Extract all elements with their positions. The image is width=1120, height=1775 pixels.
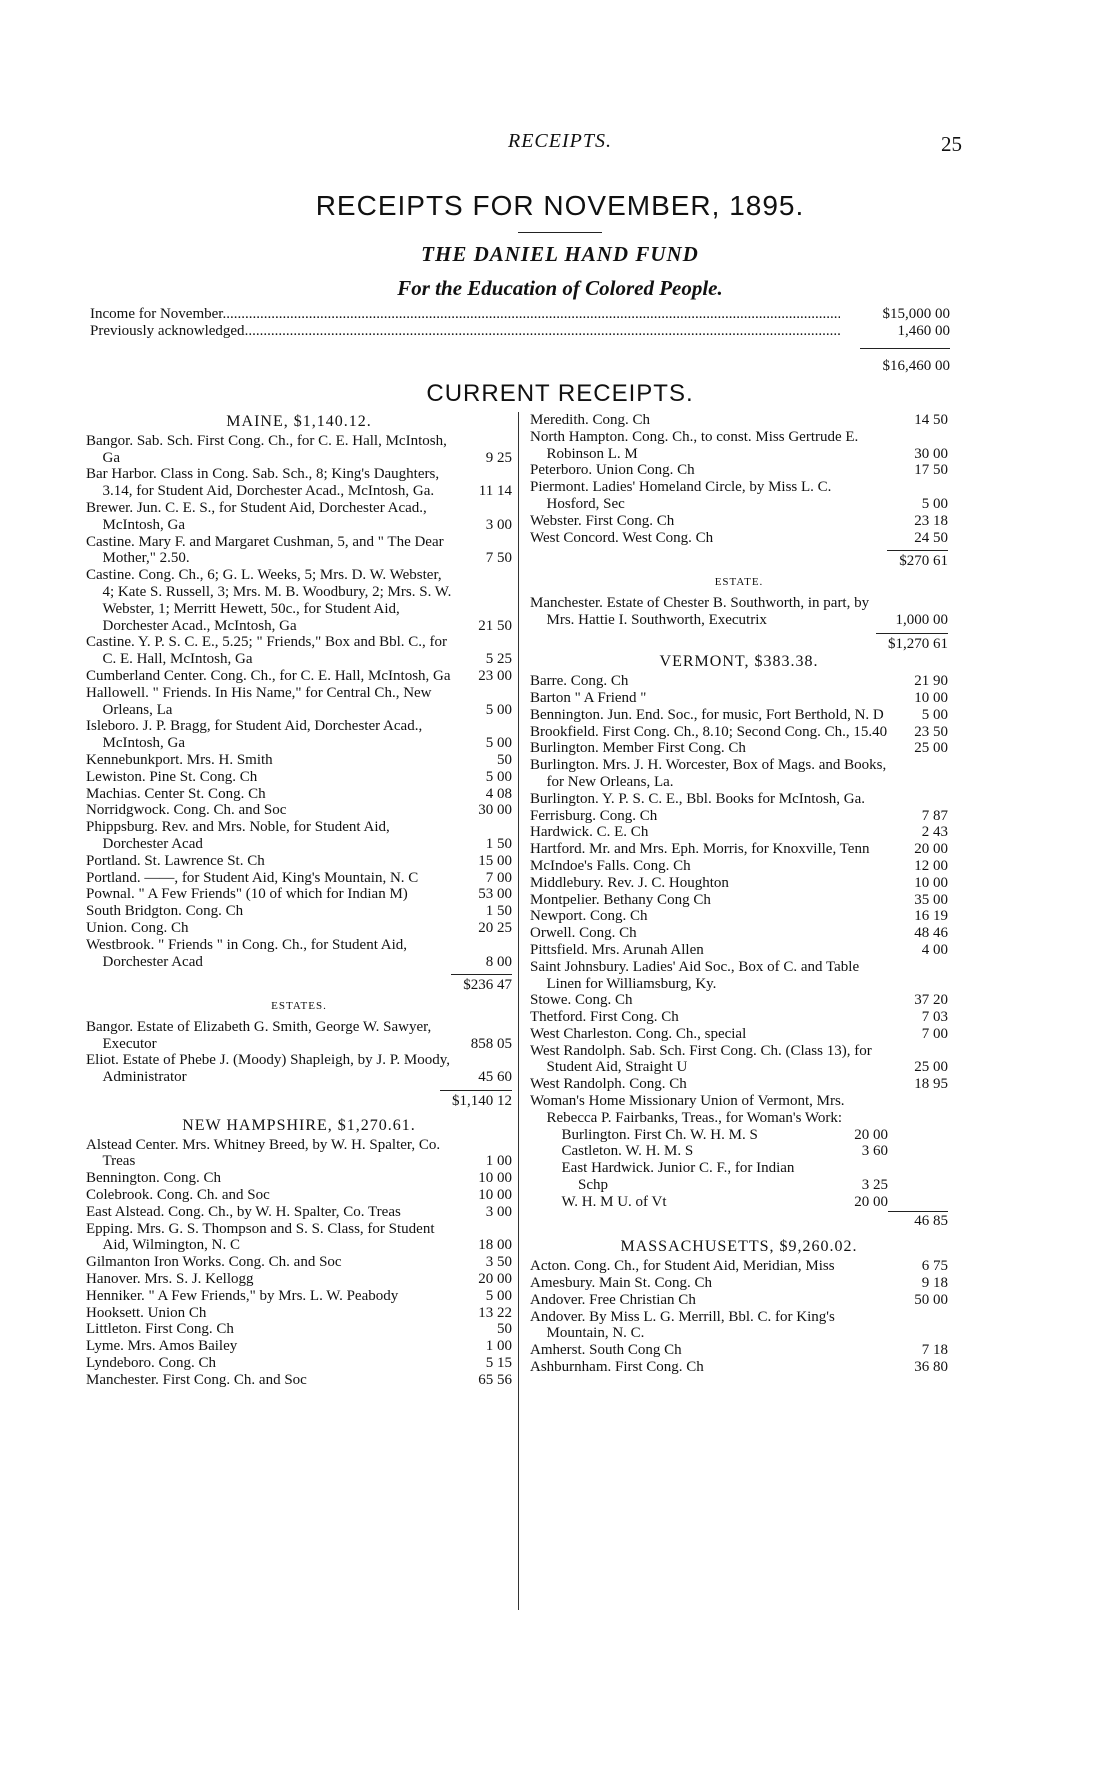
entry-amount: 25 00 [914,740,948,757]
receipt-entry [86,937,512,971]
entry-amount: 25 00 [914,1059,948,1076]
entry-amount: 18 95 [914,1076,948,1093]
entry-amount: 3 00 [485,516,512,533]
entry-text: West Concord. West Cong. Ch [530,529,714,546]
entry-amount: 23 18 [914,512,948,529]
fund-line-label: Previously acknowledged ..... [90,323,840,340]
entry-text: West Randolph. Cong. Ch [530,1076,687,1093]
entry-amount: 3 50 [485,1254,512,1271]
entry-text: Gilmanton Iron Works. Cong. Ch. and Soc [86,1254,342,1271]
entry-amount: 21 50 [478,617,512,634]
fund-total: $16,460 00 [882,358,950,374]
receipt-entry [86,1338,512,1355]
state-heading-massachusetts: MASSACHUSETTS, $9,260.02. [620,1238,858,1256]
entry-text: Kennebunkport. Mrs. H. Smith [86,751,273,768]
current-receipts-title: CURRENT RECEIPTS. [426,380,694,407]
entry-text: Castine. Cong. Ch., 6; G. L. Weeks, 5; Mrs. D. W. Webster, 4; Kate S. Russell, 3; Mrs. M. B. Woodbury, 2; Mrs. S. W. Webster, 1; Merritt Hewett, 50c., for Student Aid, Dorchester Acad., McIntosh, Ga [86,567,452,634]
receipt-entry [86,920,512,937]
entry-text: Middlebury. Rev. J. C. Houghton [530,874,729,891]
entry-text: Newport. Cong. Ch [530,908,648,925]
entry-text: Brewer. Jun. C. E. S., for Student Aid, Dorchester Acad., McIntosh, Ga [86,499,427,533]
left-column [86,412,512,1389]
entry-amount: 65 56 [478,1371,512,1388]
receipt-entry [530,740,948,757]
entry-text: Amesbury. Main St. Cong. Ch [530,1275,712,1292]
fund-summary [90,306,950,375]
receipt-entry [530,1093,948,1127]
entry-amount: 17 50 [914,462,948,479]
entry-text: Phippsburg. Rev. and Mrs. Noble, for Student Aid, Dorchester Acad [86,819,390,852]
receipt-entry [530,707,948,724]
receipt-entry [86,1305,512,1322]
entry-text: Peterboro. Union Cong. Ch [530,462,695,479]
receipt-entry [86,769,512,786]
sum-rule [860,348,950,349]
receipt-entry [86,685,512,719]
entry-text: Thetford. First Cong. Ch [530,1009,679,1026]
entry-amount: 7 00 [485,869,512,886]
receipt-entry [86,1271,512,1288]
entry-amount: 14 50 [914,412,948,428]
entry-amount: 20 00 [854,1193,888,1210]
entry-text: Woman's Home Missionary Union of Vermont, Mrs. Rebecca P. Fairbanks, Treas., for Woman's Work: [530,1093,845,1126]
entry-text: Piermont. Ladies' Homeland Circle, by Miss L. C. Hosford, Sec [530,479,832,512]
state-heading-new-hampshire: NEW HAMPSHIRE, $1,270.61. [182,1116,416,1134]
fund-line [90,306,950,323]
entry-amount: 7 18 [921,1342,948,1359]
entry-text: Portland. ——, for Student Aid, King's Mountain, N. C [86,869,419,886]
entry-text: Burlington. Member First Cong. Ch [530,740,746,757]
receipt-entry [86,534,512,568]
nh-estate [530,595,948,629]
receipt-entry [530,808,948,825]
entry-amount: 24 50 [914,529,948,546]
receipt-entry [86,466,512,500]
maine-estates [86,1019,512,1086]
entry-text: McIndoe's Falls. Cong. Ch [530,857,691,874]
entry-amount: 23 00 [478,667,512,684]
receipt-entry [86,500,512,534]
state-heading-maine: MAINE, $1,140.12. [226,413,372,430]
entry-text: Bangor. Sab. Sch. First Cong. Ch., for C. E. Hall, McIntosh, Ga [86,432,447,466]
receipt-entry [530,942,948,959]
entry-amount: 50 00 [914,1291,948,1308]
entry-text: Ferrisburg. Cong. Ch [530,807,658,824]
receipt-entry [530,959,948,993]
entry-text: Barre. Cong. Ch [530,673,629,690]
state-heading-vermont: VERMONT, $383.38. [659,653,819,671]
entry-text: Castine. Y. P. S. C. E., 5.25; " Friends," Box and Bbl. C., for C. E. Hall, McIntosh, Ga [86,634,448,668]
entry-text: Amherst. South Cong Ch [530,1342,682,1359]
receipt-entry [86,853,512,870]
fund-line-label: Income for November ..... [90,306,840,323]
womans-union-items [530,1127,948,1211]
vermont-entries [530,673,948,1127]
entry-text: Pownal. " A Few Friends" (10 of which for Indian M) [86,886,408,903]
entry-amount: 1,000 00 [895,611,948,628]
entry-text: Alstead Center. Mrs. Whitney Breed, by W. H. Spalter, Co. Treas [86,1136,441,1170]
entry-amount: 10 00 [478,1187,512,1204]
receipt-entry [530,1194,948,1211]
entry-text: Hardwick. C. E. Ch [530,824,649,841]
entry-amount: 4 00 [921,941,948,958]
entry-text: Lyndeboro. Cong. Ch [86,1355,216,1372]
receipt-entry [530,757,948,791]
entry-text: Bennington. Cong. Ch [86,1170,222,1187]
entry-amount: 20 00 [478,1271,512,1288]
entry-amount: 37 20 [914,992,948,1009]
entry-text: W. H. M U. of Vt [561,1193,667,1210]
title-rule [518,232,602,233]
fund-line-amount: 1,460 00 [897,323,950,339]
entry-amount: 15 00 [478,852,512,869]
entry-amount: 5 00 [485,735,512,752]
entry-text: Manchester. Estate of Chester B. Southworth, in part, by Mrs. Hattie I. Southworth, Executrix [530,594,870,628]
entry-text: Westbrook. " Friends " in Cong. Ch., for Student Aid, Dorchester Acad [86,936,408,970]
entry-text: West Randolph. Sab. Sch. First Cong. Ch. (Class 13), for Student Aid, Straight U [530,1042,872,1076]
right-column [530,412,948,1376]
entry-amount: 3 25 [861,1177,888,1194]
receipt-entry [530,690,948,707]
entry-text: Machias. Center St. Cong. Ch [86,785,266,802]
receipt-entry [530,429,948,463]
receipt-entry [86,1187,512,1204]
entry-text: Pittsfield. Mrs. Arunah Allen [530,941,704,958]
entry-amount: 21 90 [914,673,948,690]
receipt-entry [530,1160,948,1194]
receipt-entry [86,668,512,685]
entry-text: Manchester. First Cong. Ch. and Soc [86,1371,307,1388]
fund-subtitle: For the Education of Colored People. [397,276,723,300]
entry-amount: 30 00 [914,445,948,462]
column-divider [518,412,519,1610]
entry-amount: 7 00 [921,1025,948,1042]
receipt-entry [530,1359,948,1376]
entry-amount: 9 25 [485,449,512,466]
receipt-entry [530,595,948,629]
entry-amount: 1 50 [485,835,512,852]
entry-amount: 11 14 [478,483,512,500]
receipt-entry [530,479,948,513]
entry-amount: 35 00 [914,891,948,908]
maine-entries [86,433,512,971]
entry-text: North Hampton. Cong. Ch., to const. Miss Gertrude E. Robinson L. M [530,428,859,462]
receipt-entry [530,1275,948,1292]
entry-text: Meredith. Cong. Ch [530,412,650,428]
nh-total-value: $1,270 61 [876,633,948,653]
entry-text: Hartford. Mr. and Mrs. Eph. Morris, for Knoxville, Tenn [530,841,870,858]
entry-text: Hooksett. Union Ch [86,1304,207,1321]
receipt-entry [530,824,948,841]
entry-amount: 7 87 [921,807,948,824]
entry-amount: 1 00 [485,1338,512,1355]
receipt-entry [86,1137,512,1171]
entry-amount: 1 00 [485,1153,512,1170]
receipt-entry [530,1292,948,1309]
entry-text: South Bridgton. Cong. Ch [86,903,244,920]
entry-amount: 4 08 [485,785,512,802]
receipt-entry [530,1258,948,1275]
entry-amount: 50 [497,1321,512,1338]
entry-amount: 20 25 [478,919,512,936]
entry-text: Epping. Mrs. G. S. Thompson and S. S. Class, for Student Aid, Wilmington, N. C [86,1220,435,1254]
entry-amount: 20 00 [914,841,948,858]
entry-amount: 10 00 [914,874,948,891]
nh-subtotal [530,550,948,570]
entry-amount: 2 43 [921,824,948,841]
nh-subtotal-value: $270 61 [887,550,948,570]
entry-amount: 13 22 [478,1304,512,1321]
running-title: RECEIPTS. [508,130,612,152]
receipt-entry [530,530,948,547]
entry-amount: 9 18 [921,1275,948,1292]
entry-text: Hanover. Mrs. S. J. Kellogg [86,1271,254,1288]
receipt-entry [530,1127,948,1144]
entry-text: Burlington. First Ch. W. H. M. S [561,1126,758,1143]
receipt-entry [86,903,512,920]
maine-total [86,1090,512,1110]
entry-text: East Alstead. Cong. Ch., by W. H. Spalter, Co. Treas [86,1203,401,1220]
receipt-entry [86,1019,512,1053]
receipt-entry [86,567,512,634]
entry-text: Littleton. First Cong. Ch [86,1321,234,1338]
entry-text: Acton. Cong. Ch., for Student Aid, Meridian, Miss [530,1258,835,1275]
entry-text: Ashburnham. First Cong. Ch [530,1359,704,1376]
entry-text: West Charleston. Cong. Ch., special [530,1025,747,1042]
receipt-entry [530,858,948,875]
entry-amount: 5 00 [485,768,512,785]
entry-text: Union. Cong. Ch [86,919,189,936]
entry-amount: 30 00 [478,802,512,819]
receipt-entry [530,1342,948,1359]
entry-amount: 45 60 [478,1069,512,1086]
entry-text: Portland. St. Lawrence St. Ch [86,852,265,869]
entry-text: Burlington. Mrs. J. H. Worcester, Box of Mags. and Books, for New Orleans, La. [530,757,887,790]
entry-amount: 5 00 [485,1287,512,1304]
receipt-entry [530,1009,948,1026]
entry-amount: 18 00 [478,1237,512,1254]
estates-heading: ESTATES. [271,1000,327,1013]
entry-text: Norridgwock. Cong. Ch. and Soc [86,802,287,819]
entry-text: Hallowell. " Friends. In His Name," for Central Ch., New Orleans, La [86,684,432,718]
receipt-entry [86,1254,512,1271]
entry-text: Colebrook. Cong. Ch. and Soc [86,1187,270,1204]
receipt-entry [530,412,948,429]
receipt-entry [530,875,948,892]
receipt-entry [86,802,512,819]
entry-text: Bennington. Jun. End. Soc., for music, Fort Berthold, N. D [530,706,884,723]
entry-amount: 16 19 [914,908,948,925]
receipt-entry [86,1052,512,1086]
receipt-entry [530,925,948,942]
receipt-entry [86,1221,512,1255]
entry-amount: 48 46 [914,925,948,942]
page-title: RECEIPTS FOR NOVEMBER, 1895. [315,190,805,221]
receipt-entry [86,634,512,668]
maine-subtotal-value: $236 47 [451,974,512,994]
entry-amount: 3 00 [485,1203,512,1220]
entry-amount: 10 00 [478,1170,512,1187]
entry-text: Castleton. W. H. M. S [561,1143,694,1160]
entry-amount: 1 50 [485,903,512,920]
entry-text: Stowe. Cong. Ch [530,992,633,1009]
receipt-entry [530,462,948,479]
fund-total-line [90,358,950,375]
entry-text: Barton " A Friend " [530,689,647,706]
receipt-entry [86,1372,512,1389]
maine-total-value: $1,140 12 [440,1090,512,1110]
entry-amount: 7 50 [485,550,512,567]
entry-amount: 20 00 [854,1126,888,1143]
entry-amount: 53 00 [478,886,512,903]
massachusetts-entries [530,1258,948,1376]
receipt-entry [530,1043,948,1077]
entry-amount: 6 75 [921,1258,948,1275]
receipt-entry [530,1076,948,1093]
entry-text: Bar Harbor. Class in Cong. Sab. Sch., 8; King's Daughters, 3.14, for Student Aid, Dorchester Acad., McIntosh, Ga. [86,466,440,500]
entry-text: Bangor. Estate of Elizabeth G. Smith, George W. Sawyer, Executor [86,1018,432,1052]
entry-text: Andover. Free Christian Ch [530,1291,696,1308]
receipt-entry [86,752,512,769]
womans-union-total [530,1211,948,1230]
receipt-entry [86,718,512,752]
entry-amount: 50 [497,751,512,768]
receipt-entry [530,1026,948,1043]
entry-text: Webster. First Cong. Ch [530,512,675,529]
entry-amount: 12 00 [914,857,948,874]
entry-text: Lewiston. Pine St. Cong. Ch [86,768,258,785]
page-header [0,130,1120,160]
receipt-entry [86,870,512,887]
estate-heading: ESTATE. [714,576,764,589]
entry-text: East Hardwick. Junior C. F., for Indian Schp [561,1160,795,1194]
entry-amount: 36 80 [914,1359,948,1376]
receipt-entry [530,513,948,530]
receipt-entry [86,819,512,853]
entry-amount: 5 00 [921,706,948,723]
entry-text: Saint Johnsbury. Ladies' Aid Soc., Box of C. and Table Linen for Williamsburg, Ky. [530,958,860,992]
entry-amount: 10 00 [914,689,948,706]
maine-subtotal [86,974,512,994]
entry-text: Cumberland Center. Cong. Ch., for C. E. Hall, McIntosh, Ga [86,667,451,684]
entry-amount: 5 15 [485,1355,512,1372]
receipt-entry [86,1321,512,1338]
receipt-entry [530,673,948,690]
fund-line-amount: $15,000 00 [882,306,950,322]
entry-text: Eliot. Estate of Phebe J. (Moody) Shapleigh, by J. P. Moody, Administrator [86,1052,451,1086]
entry-amount: 23 50 [914,723,948,740]
receipt-entry [86,886,512,903]
entry-text: Burlington. Y. P. S. C. E., Bbl. Books for McIntosh, Ga. [530,790,866,807]
entry-amount: 5 00 [485,701,512,718]
receipt-entry [530,841,948,858]
receipt-entry [86,1355,512,1372]
womans-total-value: 46 85 [888,1211,948,1230]
fund-line [90,323,950,340]
receipt-entry [86,786,512,803]
new-hampshire-entries [86,1137,512,1389]
entry-amount: 8 00 [485,953,512,970]
nh-total [530,633,948,653]
entry-text: Isleboro. J. P. Bragg, for Student Aid, Dorchester Acad., McIntosh, Ga [86,718,423,752]
receipt-entry [86,433,512,467]
new-hampshire-continued [530,412,948,546]
receipt-entry [530,892,948,909]
receipt-entry [530,1143,948,1160]
entry-amount: 858 05 [470,1035,512,1052]
entry-amount: 5 00 [921,495,948,512]
receipt-entry [530,724,948,741]
entry-amount: 5 25 [485,651,512,668]
entry-amount: 7 03 [921,1009,948,1026]
entry-text: Andover. By Miss L. G. Merrill, Bbl. C. for King's Mountain, N. C. [530,1308,835,1342]
entry-text: Brookfield. First Cong. Ch., 8.10; Second Cong. Ch., 15.40 [530,723,888,740]
receipt-entry [86,1204,512,1221]
entry-text: Montpelier. Bethany Cong Ch [530,891,711,908]
entry-text: Henniker. " A Few Friends," by Mrs. L. W. Peabody [86,1287,399,1304]
receipt-entry [530,908,948,925]
page-number: 25 [941,132,962,156]
receipt-entry [86,1170,512,1187]
entry-text: Orwell. Cong. Ch [530,925,637,942]
entry-amount: 3 60 [861,1143,888,1160]
receipt-entry [530,992,948,1009]
receipt-entry [530,1309,948,1343]
fund-title: THE DANIEL HAND FUND [421,242,699,266]
receipt-entry [86,1288,512,1305]
entry-text: Lyme. Mrs. Amos Bailey [86,1338,238,1355]
receipt-entry [530,791,948,808]
entry-text: Castine. Mary F. and Margaret Cushman, 5, and " The Dear Mother," 2.50. [86,533,444,567]
